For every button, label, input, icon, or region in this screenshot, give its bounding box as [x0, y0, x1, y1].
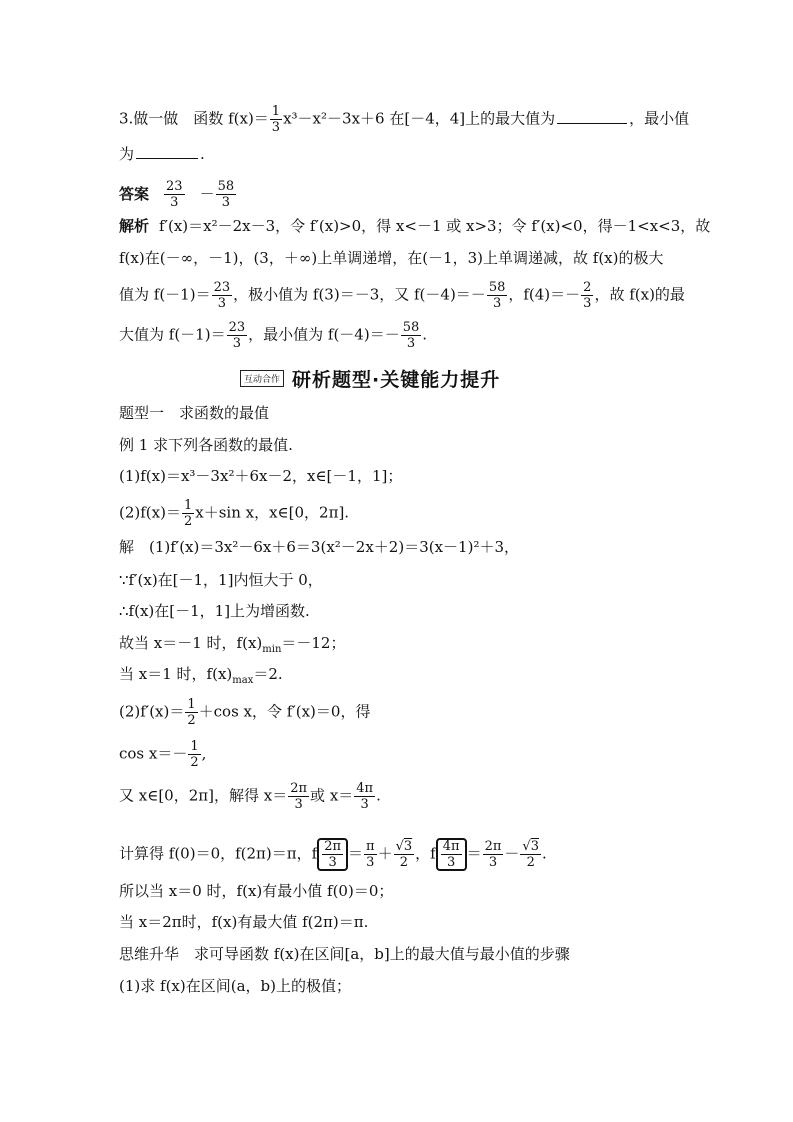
analysis-line-4: 大值为 f(－1)＝ $\frac{23}{3}$ ，最小值为 f(－4)＝－ $\frac{58}{3}$ . — [119, 320, 428, 351]
analysis-line-1: 解析 f′(x)＝x²－2x－3，令 f′(x)>0，得 x<－1 或 x>3；令 f′(x)<0，得－1<x<3，故 — [119, 217, 711, 235]
solution-line-2: ∵f′(x)在[－1，1]内恒大于 0， — [119, 571, 323, 589]
question-3-line-1: 3.做一做 函数 f(x)＝ $\frac{1}{3}$ x³－x²－3x＋6 在[－4，4]上的最大值为 ，最小值 — [119, 104, 690, 135]
solution-line-5: 当 x＝1 时，$f(x)_{max}=2$. — [119, 665, 283, 686]
answer-blank-max — [557, 109, 627, 124]
analysis-line-2: f(x)在(－∞，－1)，(3，＋∞)上单调递增，在(－1，3)上单调递减，故 f(x)的极大 — [119, 249, 664, 267]
solution-line-3: ∴f(x)在[－1，1]上为增函数. — [119, 602, 310, 620]
solution-line-7: cos x＝－ $\frac{1}{2}$ , — [119, 739, 207, 770]
answer-line: 答案 $\frac{23}{3}$ － $\frac{58}{3}$ — [119, 179, 235, 210]
solution-line-8: 又 x∈[0，2π]，解得 x＝ $\frac{2\pi}{3}$ 或 x＝ $\frac{4\pi}{3}$ . — [119, 781, 381, 812]
section-badge: 互动合作 — [240, 370, 284, 387]
section-title: 研析题型·关键能力提升 — [292, 369, 501, 391]
answer-max-fraction: $\frac{23}{3}$ — [166, 179, 183, 210]
example-1-part-1: (1)f(x)＝x³－3x²＋6x－2，x∈[－1，1]； — [119, 467, 403, 485]
type-heading: 题型一 求函数的最值 — [119, 404, 270, 422]
solution-line-9: 计算得 f(0)＝0，f(2π)＝π，f $\frac{2\pi}{3}$ ＝ $\frac{\pi}{3}$ ＋ $\frac{√3}{2}$ ，f $\frac{4\pi}{3}$ ＝ $\frac{2\pi}{3}$ － $\frac{√3}{2}$ . — [119, 839, 547, 870]
example-1-heading: 例 1 求下列各函数的最值. — [119, 436, 293, 454]
solution-line-6: (2)f′(x)＝ $\frac{1}{2}$ ＋cos x，令 f′(x)＝0，得 — [119, 697, 371, 728]
thinking-summary: 思维升华 求可导函数 f(x)在区间[a，b]上的最大值与最小值的步骤 — [119, 945, 570, 963]
answer-blank-min — [136, 144, 198, 159]
analysis-label: 解析 — [119, 217, 150, 235]
solution-line-10: 所以当 x＝0 时，f(x)有最小值 f(0)＝0； — [119, 882, 394, 900]
analysis-line-3: 值为 f(－1)＝ $\frac{23}{3}$ ，极小值为 f(3)＝－3，又 f(－4)＝－ $\frac{58}{3}$ ，f(4)＝－ $\frac{2}{3}$ ，故 f(x)的最 — [119, 280, 685, 311]
solution-line-11: 当 x＝2π时，f(x)有最大值 f(2π)＝π. — [119, 913, 369, 931]
solution-line-4: 故当 x＝－1 时，$f(x)_{min}=-12$； — [119, 634, 346, 655]
step-1: (1)求 f(x)在区间(a，b)上的极值； — [119, 977, 351, 995]
question-3-line-2: 为 . — [119, 145, 205, 163]
section-heading — [240, 365, 660, 392]
question-3-prefix: 3.做一做 函数 f(x)＝ — [119, 109, 269, 128]
fraction: $\frac{1}{3}$ — [271, 104, 281, 135]
example-1-part-2: (2)f(x)＝ $\frac{1}{2}$ x＋sin x，x∈[0，2π]. — [119, 498, 350, 529]
answer-label: 答案 — [119, 184, 150, 203]
answer-min-fraction: $\frac{58}{3}$ — [217, 179, 235, 210]
solution-line-1: 解 (1)f′(x)＝3x²－6x＋6＝3(x²－2x＋2)＝3(x－1)²＋3， — [119, 538, 520, 556]
